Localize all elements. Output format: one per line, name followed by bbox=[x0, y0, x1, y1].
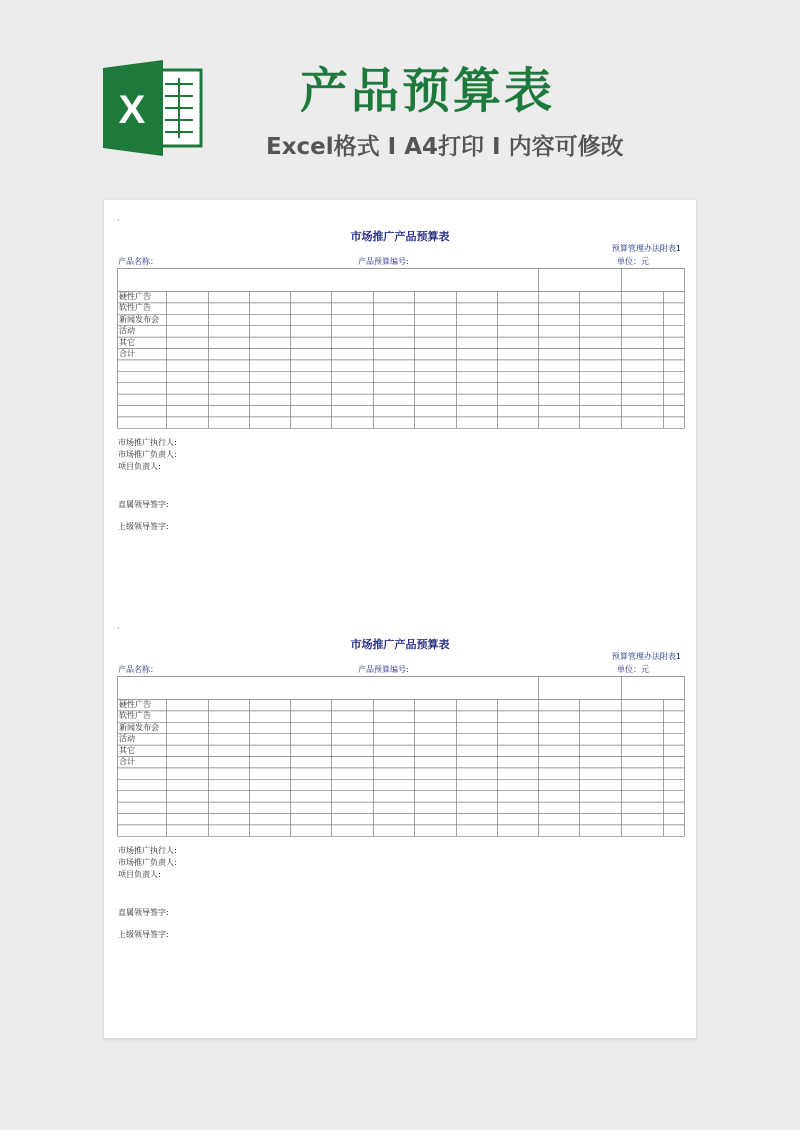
signature-label: 市场推广负责人: bbox=[118, 450, 177, 459]
row-label: 其它 bbox=[119, 745, 135, 755]
page-subtitle: Excel格式 I A4打印 I 内容可修改 bbox=[266, 134, 624, 160]
signature-label: 上级领导签字: bbox=[118, 930, 169, 939]
row-label: 硬性广告 bbox=[119, 292, 151, 301]
row-label: 合计 bbox=[119, 349, 135, 358]
annex-label: 预算管理办法附表1 bbox=[611, 244, 681, 253]
budget-table-grid bbox=[117, 268, 686, 430]
signature-label: 项目负责人: bbox=[118, 870, 161, 879]
row-label: 新闻发布会 bbox=[119, 314, 159, 324]
product-name-label: 产品名称： bbox=[118, 257, 158, 266]
unit-label: 单位：元 bbox=[617, 665, 649, 674]
signature-label: 项目负责人: bbox=[118, 462, 161, 471]
signature-label: 直属领导签字: bbox=[118, 908, 169, 917]
unit-label: 单位：元 bbox=[617, 257, 649, 266]
signature-label: 上级领导签字: bbox=[118, 522, 169, 531]
row-label: 活动 bbox=[119, 734, 135, 744]
document-page bbox=[104, 200, 696, 1038]
signature-label: 市场推广负责人: bbox=[118, 858, 177, 867]
banner bbox=[0, 0, 800, 200]
product-name-label: 产品名称： bbox=[118, 665, 158, 674]
sheet-title: 市场推广产品预算表 bbox=[350, 638, 450, 651]
signature-label: 直属领导签字: bbox=[118, 500, 169, 509]
excel-icon bbox=[103, 60, 203, 156]
row-label: 活动 bbox=[119, 326, 135, 336]
budget-table-grid bbox=[117, 676, 686, 838]
page-title: 产品预算表 bbox=[300, 63, 556, 119]
budget-code-label: 产品预算编号: bbox=[358, 257, 409, 266]
signature-label: 市场推广执行人: bbox=[118, 846, 177, 855]
budget-sheet bbox=[104, 608, 696, 998]
row-label: 新闻发布会 bbox=[119, 722, 159, 732]
sheet-marker: · bbox=[117, 216, 120, 225]
row-label: 其它 bbox=[119, 337, 135, 347]
row-label: 软性广告 bbox=[119, 711, 151, 721]
budget-sheet bbox=[104, 200, 696, 590]
signature-label: 市场推广执行人: bbox=[118, 438, 177, 447]
row-label: 硬性广告 bbox=[119, 700, 151, 709]
sheet-marker: · bbox=[117, 624, 120, 633]
row-label: 软性广告 bbox=[119, 303, 151, 313]
budget-code-label: 产品预算编号: bbox=[358, 665, 409, 674]
excel-logo-letter: X bbox=[118, 88, 146, 132]
annex-label: 预算管理办法附表1 bbox=[611, 652, 681, 661]
row-label: 合计 bbox=[119, 757, 135, 766]
sheet-title: 市场推广产品预算表 bbox=[350, 230, 450, 243]
